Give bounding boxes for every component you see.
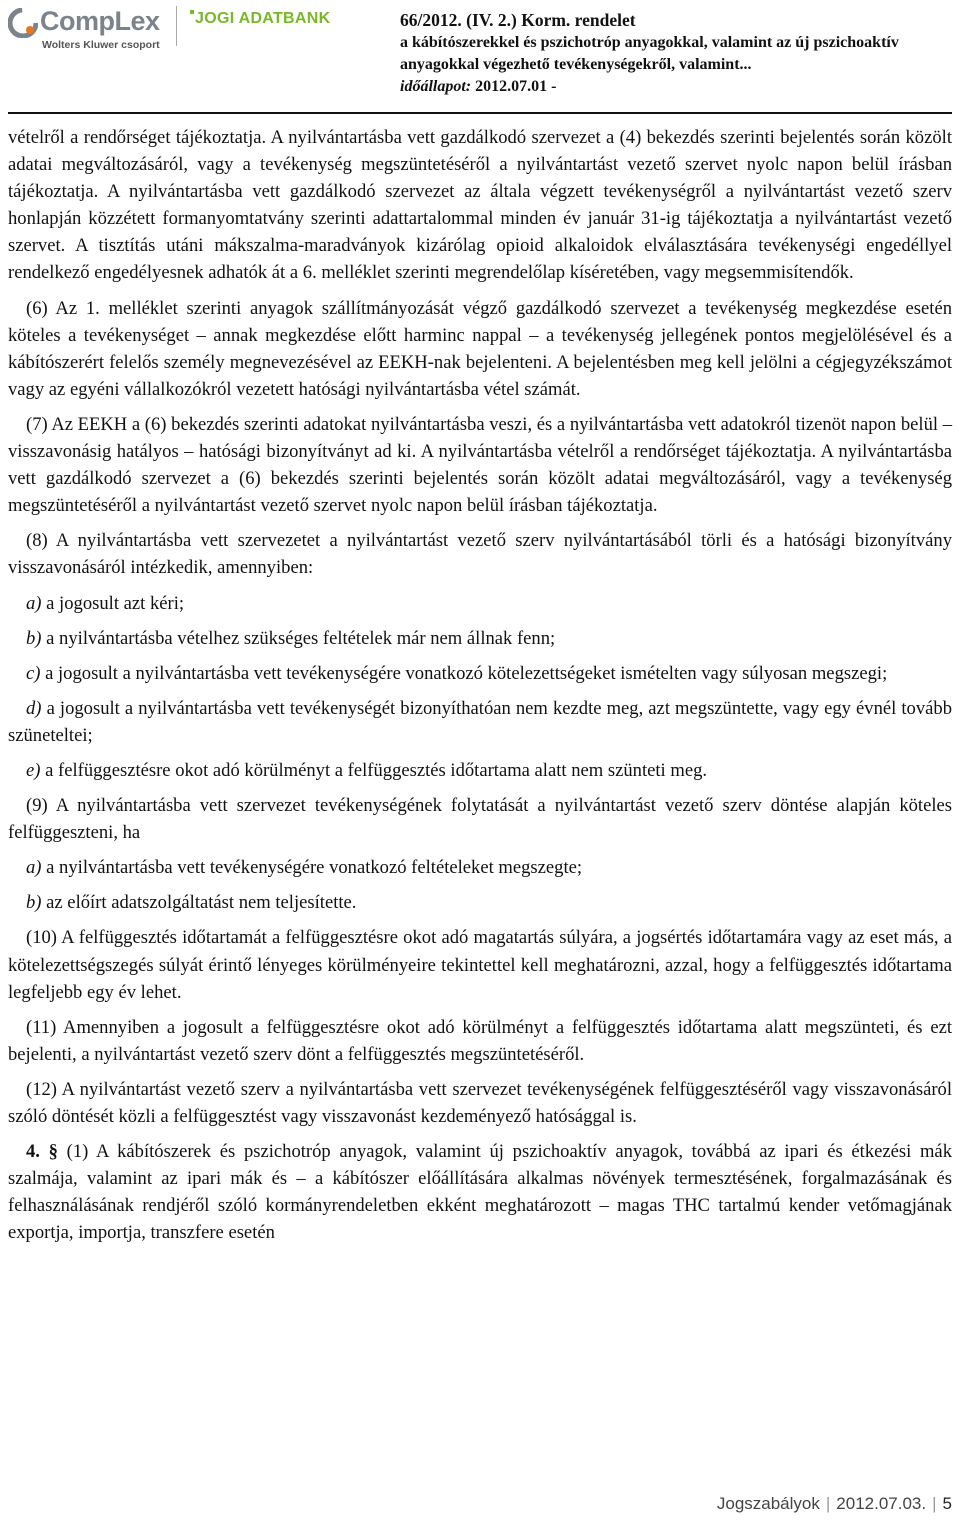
section-sign: § bbox=[48, 1141, 58, 1163]
footer-date: 2012.07.03. bbox=[836, 1494, 927, 1513]
law-title: a kábítószerekkel és pszichotróp anyagokkal, valamint az új pszichoaktív anyagokkal végezhető tevékenységekről, valamint... bbox=[400, 34, 899, 73]
header-rule bbox=[8, 112, 952, 114]
list-item-8b bbox=[8, 625, 952, 652]
document-body bbox=[8, 124, 952, 1254]
page-number: 5 bbox=[942, 1494, 952, 1513]
list-item-8a bbox=[8, 590, 952, 617]
footer-separator: | bbox=[932, 1494, 937, 1513]
item-label: a) bbox=[26, 857, 42, 879]
section-number: 4. bbox=[26, 1141, 40, 1163]
list-item-8e bbox=[8, 757, 952, 784]
item-text: a jogosult azt kéri; bbox=[46, 592, 185, 614]
time-state bbox=[400, 76, 956, 98]
item-text: a jogosult a nyilvántartásba vett tevékenységét bizonyíthatóan nem kezdte meg, azt megszüntette, vagy egy évnél tovább szüneteltei; bbox=[8, 697, 952, 746]
item-label: d) bbox=[26, 697, 42, 719]
header-divider bbox=[176, 6, 177, 46]
paragraph-continued: vételről a rendőrséget tájékoztatja. A nyilvántartásba vett gazdálkodó szervezet a (4) bekezdés szerinti bejelentés során közölt adatai megváltozásáról, vagy a tevékenység megszüntetéséről a nyilvántartást vezető szervet nyolc napon belül írásban tájékoztatja. A nyilvántartásba vett gazdálkodó szervezet az általa végzett tevékenységről a nyilvántartást vezető szerv honlapján közzétett formanyomtatvány szerinti adattartalommal minden év január 31-ig tájékoztatja a nyilvántartást vezető szervet. A tisztítás utáni mákszalma-maradványok kizárólag opioid alkaloidok elválasztására tevékenységi engedéllyel rendelkező engedélyesnek adhatók át a 6. melléklet szerinti megrendelőlap kíséretében, vagy megsemmisítendők. bbox=[8, 127, 952, 284]
paragraph-7: (7) Az EEKH a (6) bekezdés szerinti adatokat nyilvántartásba veszi, és a nyilvántartásba vett adatokról tizenöt napon belül – visszavonásig hatályos – hatósági bizonyítványt ad ki. A nyilvántartásba vételről a rendőrséget tájékoztatja. A nyilvántartásba vett gazdálkodó szervezet a (6) bekezdés szerinti bejelentés során közölt adatai megváltozásáról, vagy a tevékenység megszüntetéséről a nyilvántartást vezető szervet nyolc napon belül írásban tájékoztatja. bbox=[8, 413, 952, 517]
item-text: a felfüggesztésre okot adó körülményt a felfüggesztés időtartama alatt nem szünteti meg. bbox=[45, 759, 708, 781]
section-text: (1) A kábítószerek és pszichotróp anyagok, valamint új pszichoaktív anyagok, továbbá az ipari és étkezési mák szalmája, valamint az ipari mák és – a kábítószer előállítására alkalmas növények termesztésének, forgalmazásának és felhasználásának rendjéről szóló kormányrendeletben ekként meghatározott – magas THC tartalmú kender vetőmagjának exportja, importja, transzfere esetén bbox=[8, 1141, 952, 1244]
page-header bbox=[0, 0, 960, 112]
paragraph-6: (6) Az 1. melléklet szerinti anyagok szállítmányozását végző gazdálkodó szervezet a tevékenység megkezdése esetén köteles a tevékenységet – annak megkezdése előtt harminc nappal – a tevékenység jellegének pontos megjelölésével és a kábítószerért felelős személy megnevezésével az EEKH-nak bejelenteni. A bejelentésben meg kell jelölni a cégjegyzékszámot vagy az egyéni vállalkozókról vezetett hatósági nyilvántartásba vétel számát. bbox=[8, 297, 952, 400]
item-text: a nyilvántartásba vett tevékenységére vonatkozó feltételeket megszegte; bbox=[46, 857, 583, 879]
time-state-date: 2012.07.01 - bbox=[475, 78, 557, 95]
complex-logo-icon bbox=[8, 8, 38, 38]
complex-logo bbox=[8, 6, 168, 56]
brand-logo bbox=[190, 10, 330, 28]
paragraph-11: (11) Amennyiben a jogosult a felfüggesztésre okot adó körülményt a felfüggesztés időtartama alatt megszünteti, és ezt bejelenti, a nyilvántartást vezető szerv dönt a felfüggesztés megszüntetéséről. bbox=[8, 1016, 952, 1065]
document-info bbox=[400, 8, 956, 98]
section-4 bbox=[8, 1138, 952, 1246]
item-text: a jogosult a nyilvántartásba vett tevékenységére vonatkozó kötelezettségeket ismételten vagy súlyosan megszegi; bbox=[45, 662, 888, 684]
law-number: 66/2012. (IV. 2.) Korm. rendelet bbox=[400, 10, 636, 30]
item-text: a nyilvántartásba vételhez szükséges feltételek már nem állnak fenn; bbox=[46, 627, 556, 649]
time-state-label: időállapot: bbox=[400, 78, 472, 95]
item-label: e) bbox=[26, 759, 41, 781]
item-label: a) bbox=[26, 592, 42, 614]
paragraph-9: (9) A nyilvántartásba vett szervezet tevékenységének folytatását a nyilvántartást vezető szerv döntése alapján köteles felfüggeszteni, ha bbox=[8, 795, 952, 844]
list-item-9b bbox=[8, 889, 952, 916]
brand-name: JOGI ADATBANK bbox=[195, 10, 331, 27]
paragraph-8: (8) A nyilvántartásba vett szervezetet a nyilvántartást vezető szerv nyilvántartásából törli és a hatósági bizonyítvány visszavonásáról intézkedik, amennyiben: bbox=[8, 530, 952, 579]
list-item-8d bbox=[8, 695, 952, 749]
list-item-9a bbox=[8, 854, 952, 881]
item-label: b) bbox=[26, 627, 42, 649]
page-footer bbox=[717, 1494, 952, 1514]
item-label: b) bbox=[26, 892, 42, 914]
brand-mark-icon bbox=[190, 10, 194, 14]
paragraph-12: (12) A nyilvántartást vezető szerv a nyilvántartásba vett szervezet tevékenységének felfüggesztéséről vagy visszavonásáról szóló döntését közli a felfüggesztést vagy visszavonást kezdeményező hatósággal is. bbox=[8, 1078, 952, 1127]
item-label: c) bbox=[26, 662, 41, 684]
paragraph-10: (10) A felfüggesztés időtartamát a felfüggesztésre okot adó magatartás súlyára, a jogsértés időtartamára vagy az eset más, a kötelezettségszegés súlyát érintő lényeges körülményeire tekintettel kell meghatározni, azzal, hogy a felfüggesztés időtartama legfeljebb egy év lehet. bbox=[8, 927, 952, 1003]
logo-subtitle: Wolters Kluwer csoport bbox=[42, 39, 160, 51]
list-item-8c bbox=[8, 660, 952, 687]
logo-name: CompLex bbox=[40, 6, 160, 36]
item-text: az előírt adatszolgáltatást nem teljesítette. bbox=[46, 892, 357, 914]
footer-separator: | bbox=[825, 1494, 831, 1513]
footer-label: Jogszabályok bbox=[716, 1494, 820, 1513]
